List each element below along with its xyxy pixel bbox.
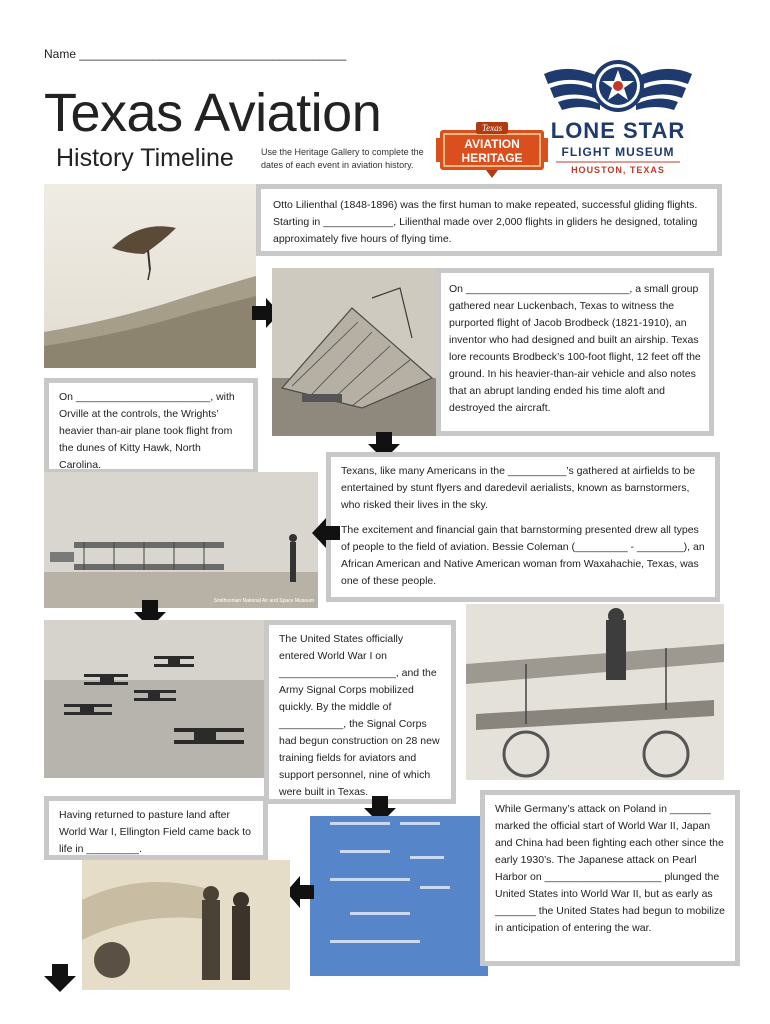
lilienthal-glider-photo bbox=[44, 184, 256, 368]
arrow-down-icon bbox=[44, 964, 76, 992]
entry-wwii-text: While Germany’s attack on Poland in _______ marked the official start of World War II, Japan and China had been fighting each other since the early 1930’s. The Japanese attack on Pearl Harbor on ____________________ plunged the United States into World War II, but as early as _______ the United States had begun to mobilize in anticipation of entering the war. bbox=[495, 803, 726, 934]
museum-name-line1: LONE STAR bbox=[550, 118, 686, 143]
aviation-heritage-logo bbox=[436, 118, 548, 180]
lone-star-flight-museum-logo bbox=[540, 48, 696, 180]
instruction-text: Use the Heritage Gallery to complete the dates of each event in aviation history. bbox=[261, 147, 424, 170]
badge-line1: AVIATION bbox=[464, 137, 520, 151]
entry-brodbeck bbox=[436, 268, 714, 436]
entry-lilienthal bbox=[256, 184, 722, 256]
arrow-left-icon bbox=[286, 876, 314, 908]
entry-wright-brothers bbox=[44, 378, 258, 474]
museum-name-line2: FLIGHT MUSEUM bbox=[561, 145, 675, 159]
badge-top-text: Texas bbox=[481, 123, 503, 133]
entry-wwi-text: The United States officially entered World War I on ____________________, and the Army Signal Corps mobilized quickly. By the middle of ___________, the Signal Corps had begun construction on 28 new training fields for aviators and support personnel, nine of which were built in Texas. bbox=[279, 633, 440, 798]
name-field-label: Name ________________________________________ bbox=[44, 47, 347, 61]
entry-ellington-text: Having returned to pasture land after World War I, Ellington Field came back to life in _________. bbox=[59, 809, 251, 855]
entry-lilienthal-text: Otto Lilienthal (1848-1896) was the first human to make repeated, successful gliding flights. Starting in ____________, Lilienthal made over 2,000 flights in gliders he designed, totaling approximately five hours of flying time. bbox=[273, 199, 698, 245]
wright-flyer-photo bbox=[44, 472, 318, 608]
wwi-biplanes-photo bbox=[44, 620, 266, 778]
entry-world-war-ii bbox=[480, 790, 740, 966]
entry-barnstorm-text-2: The excitement and financial gain that barnstorming presented drew all types of people to the field of aviation. Bessie Coleman (_________ - ________), an African American and Native American woman from Waxahachie, Texas, was one of these people. bbox=[341, 524, 705, 587]
page-title: Texas Aviation bbox=[44, 83, 382, 143]
entry-ellington-field bbox=[44, 796, 268, 860]
entry-wright-text: On _______________________, with Orville at the controls, the Wrights’ heavier than-air plane took flight from the dunes of Kitty Hawk, North Carolina. bbox=[59, 391, 235, 471]
entry-barnstorm-text-1: Texans, like many Americans in the __________’s gathered at airfields to be entertained by stunt flyers and daredevil aerialists, known as barnstormers, who risked their lives in the sky. bbox=[341, 465, 696, 511]
entry-world-war-i bbox=[264, 620, 456, 804]
entry-brodbeck-text: On ____________________________, a small group gathered near Luckenbach, Texas to witness the purported flight of Jacob Brodbeck (1821-1910), an inventor who had designed and built an airship. Texas lore recounts Brodbeck’s 100-foot flight, 12 feet off the ground. In his heavier-than-air vehicle and also notes that an abrupt landing ended his time aloft and destroyed the aircraft. bbox=[449, 283, 701, 414]
entry-barnstormers bbox=[326, 452, 720, 602]
bessie-coleman-photo bbox=[466, 604, 724, 780]
wwii-telegram-photo bbox=[310, 816, 488, 976]
ellington-aviators-photo bbox=[82, 860, 290, 990]
badge-line2: HERITAGE bbox=[461, 151, 523, 165]
wright-photo-credit: Smithsonian National Air and Space Museum bbox=[213, 598, 314, 604]
page-subtitle: History Timeline bbox=[56, 144, 234, 172]
arrow-left-icon bbox=[312, 518, 340, 548]
museum-name-line3: HOUSTON, TEXAS bbox=[571, 165, 665, 175]
brodbeck-airship-photo bbox=[272, 268, 438, 436]
